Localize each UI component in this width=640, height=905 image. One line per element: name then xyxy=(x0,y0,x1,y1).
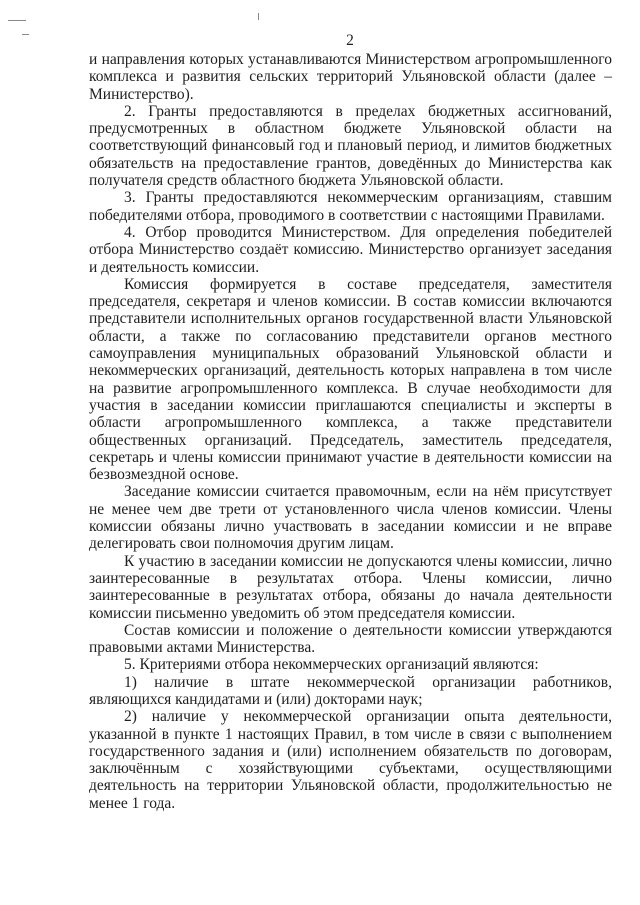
paragraph-conflict-of-interest: К участию в заседании комиссии не допускаются члены комиссии, лично заинтересованные в результатах отбора. Члены комиссии, лично заинтересованные в результатах отбора, обязаны до начала деятельности комиссии письменно уведомить об этом председателя комиссии. xyxy=(89,552,612,622)
paragraph-item-3: 3. Гранты предоставляются некоммерческим организациям, ставшим победителями отбора, проводимого в соответствии с настоящими Правилами. xyxy=(89,189,612,224)
paragraph-item-2: 2. Гранты предоставляются в пределах бюджетных ассигнований, предусмотренных в областном бюджете Ульяновской области на соответствующий финансовый год и плановый период, и лимитов бюджетных обязательств на предоставление грантов, доведённых до Министерства как получателя средств областного бюджета Ульяновской области. xyxy=(89,102,612,190)
page-number: 2 xyxy=(346,32,354,49)
document-body xyxy=(89,51,612,812)
paragraph-continuation: и направления которых устанавливаются Министерством агропромышленного комплекса и развития сельских территорий Ульяновской области (далее – Министерство). xyxy=(89,51,612,103)
criterion-2: 2) наличие у некоммерческой организации опыта деятельности, указанной в пункте 1 настоящих Правил, в том числе в связи с выполнением государственного задания и (или) исполнением обязательств по договорам, заключённым с хозяйствующими субъектами, осуществляющими деятельность на территории Ульяновской области, продолжительностью не менее 1 года. xyxy=(89,708,612,812)
paragraph-commission-composition: Комиссия формируется в составе председателя, заместителя председателя, секретаря и членов комиссии. В состав комиссии включаются представители исполнительных органов государственной власти Ульяновской области, а также по согласованию представители органов местного самоуправления муниципальных образований Ульяновской области и некоммерческих организаций, деятельность которых направлена в том числе на развитие агропромышленного комплекса. В случае необходимости для участия в заседании комиссии приглашаются специалисты и эксперты в области агропромышленного комплекса, а также представители общественных организаций. Председатель, заместитель председателя, секретарь и члены комиссии принимают участие в деятельности комиссии на безвозмездной основе. xyxy=(89,275,612,484)
paragraph-legal-acts: Состав комиссии и положение о деятельности комиссии утверждаются правовыми актами Министерства. xyxy=(89,621,612,657)
criterion-1: 1) наличие в штате некоммерческой организации работников, являющихся кандидатами и (или) докторами наук; xyxy=(89,673,612,708)
paragraph-quorum: Заседание комиссии считается правомочным, если на нём присутствует не менее чем две трети от установленного числа членов комиссии. Члены комиссии обязаны лично участвовать в заседании комиссии и не вправе делегировать свои полномочия другим лицам. xyxy=(89,483,612,553)
paragraph-item-4: 4. Отбор проводится Министерством. Для определения победителей отбора Министерство создаёт комиссию. Министерство организует заседания и деятельность комиссии. xyxy=(89,223,612,276)
scan-speck xyxy=(8,20,26,21)
paragraph-item-5: 5. Критериями отбора некоммерческих организаций являются: xyxy=(124,656,539,674)
scan-speck xyxy=(258,13,259,20)
